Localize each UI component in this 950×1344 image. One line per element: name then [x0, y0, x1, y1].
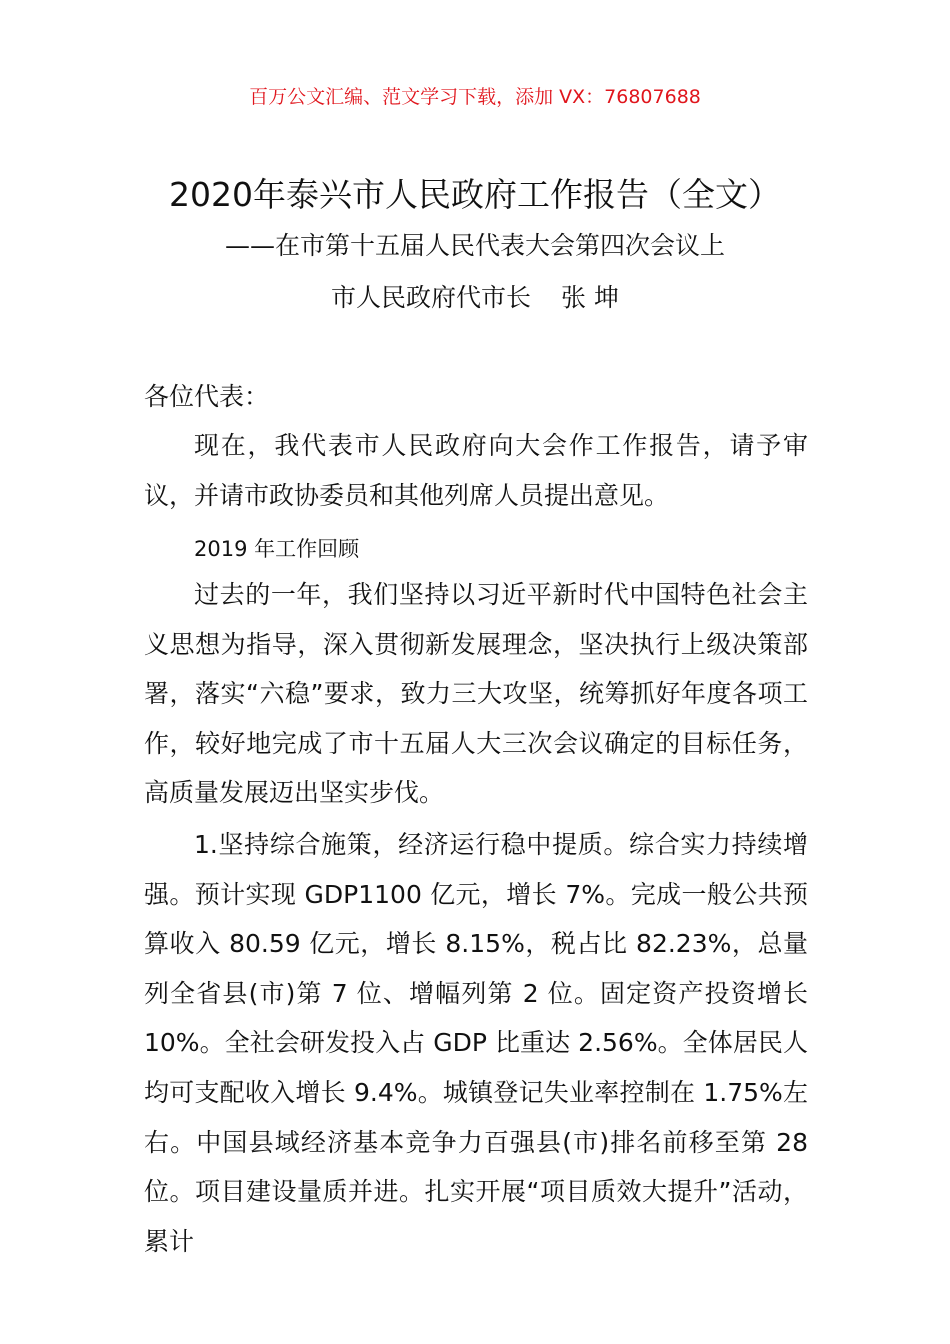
- author-line: [0, 280, 950, 316]
- promo-banner: 百万公文汇编、范文学习下载，添加 VX：76807688: [249, 86, 701, 108]
- greeting: 各位代表：: [144, 382, 270, 411]
- paragraph-intro: 现在，我代表市人民政府向大会作工作报告，请予审议，并请市政协委员和其他列席人员提出意见。: [144, 431, 808, 510]
- document-subtitle: ——在市第十五届人民代表大会第四次会议上: [224, 231, 725, 260]
- author-role: 市人民政府代市长: [331, 283, 532, 312]
- document-title: 2020年泰兴市人民政府工作报告（全文）: [169, 175, 781, 214]
- author-name: 张 坤: [561, 283, 619, 312]
- paragraph-review: 过去的一年，我们坚持以习近平新时代中国特色社会主义思想为指导，深入贯彻新发展理念，坚决执行上级决策部署，落实“六稳”要求，致力三大攻坚，统筹抓好年度各项工作，较好地完成了市十五届人大三次会议确定的目标任务，高质量发展迈出坚实步伐。: [144, 580, 808, 808]
- paragraph-economy: 1.坚持综合施策，经济运行稳中提质。综合实力持续增强。预计实现 GDP1100 亿元，增长 7%。完成一般公共预算收入 80.59 亿元，增长 8.15%，税占比 82.23%，总量列全省县(市)第 7 位、增幅列第 2 位。固定资产投资增长 10%。全社会研发投入占 GDP 比重达 2.56%。全体居民人均可支配收入增长 9.4%。城镇登记失业率控制在 1.75%左右。中国县域经济基本竞争力百强县(市)排名前移至第 28 位。项目建设量质并进。扎实开展“项目质效大提升”活动，累计: [144, 830, 808, 1256]
- section-heading: 2019 年工作回顾: [194, 537, 360, 561]
